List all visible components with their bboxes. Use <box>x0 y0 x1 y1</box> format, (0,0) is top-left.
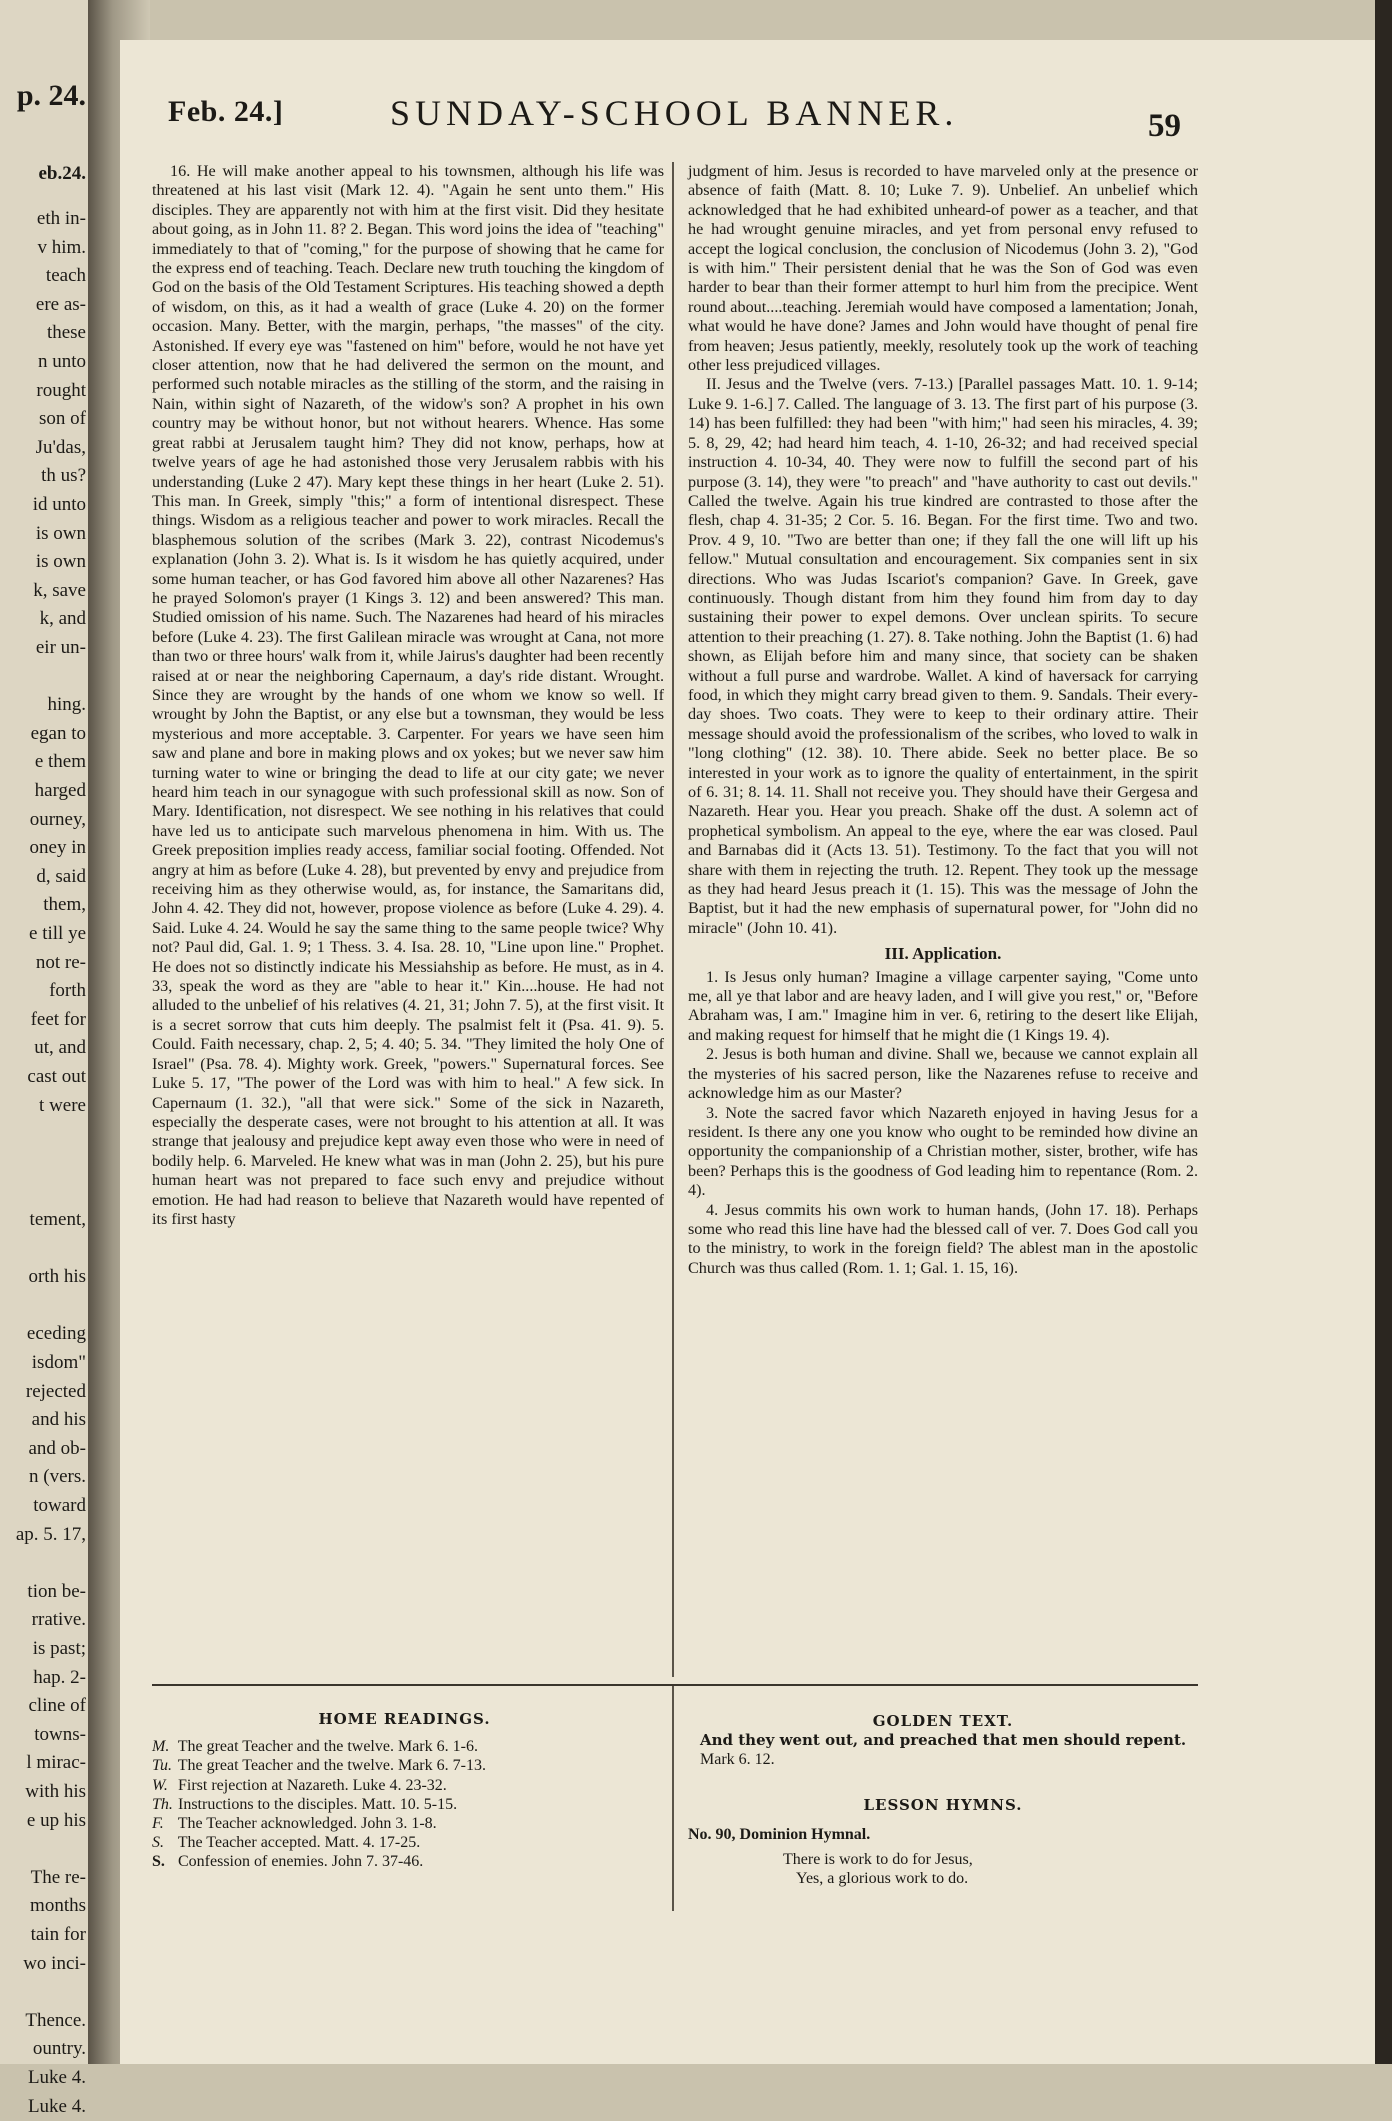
adjacent-page-line: th us? <box>41 465 86 487</box>
adjacent-page-line: them, <box>43 894 86 916</box>
commentary-paragraph-2: II. Jesus and the Twelve (vers. 7-13.) [Parallel passages Matt. 10. 1. 9-14; Luke 9. 1-6.] 7. Called. The language of 3. 13. The first part of his purpose (3. 14) has been fulfilled: they had been "with him;" had seen his miracles, 4. 39; 5. 8, 29, 42; had heard him teach, 4. 1-10, 26-32; and had received special instruction 4. 10-34, 40. They were now to fulfill the second part of his purpose (3. 14), they were "to preach" and "have authority to cast out devils." Called the twelve. Again his true kindred are contrasted to those after the flesh, chap 4. 31-35; 2 Cor. 5. 16. Began. For the first time. Two and two. Prov. 4 9, 10. "Two are better than one; if they fall the one will lift up his fellow." Mutual consultation and encouragement. Six companies sent in six directions. Who was Judas Iscariot's companion? Gave. In Greek, gave continuously. Though distant from him they found him from day to day sustaining their power to expel demons. Over unclean spirits. To secure attention to their preaching (1. 27). 8. Take nothing. John the Baptist (1. 6) had shown, as Elijah before him and many since, that society can be shaken without a full purse and wardrobe. Wallet. A kind of haversack for carrying food, in which they might carry bread given to them. 9. Sandals. Their every-day shoes. Two coats. They were to keep to their ordinary attire. Their message should avoid the professionalism of the scribes, who loved to walk in "long clothing" (12. 38). 10. There abide. Seek no better place. Be so interested in your work as to ignore the quality of entertainment, in the spirit of 6. 31; 8. 14. 11. Shall not receive you. They should have their Gergesa and Nazareth. Hear you. Hear you preach. Shake off the dust. A solemn act of prophetical symbolism. An appeal to the eye, where the ear was closed. Paul and Barnabas did it (Acts 13. 51). Testimony. To the fact that you will not share with them in rejecting the truth. 12. Repent. They took up the message as they had heard Jesus preach it (1. 15). This was the message of John the Baptist, but it had the new emphasis of supernatural power, for "John did no miracle" (John 10. 41). <box>688 375 1198 937</box>
adjacent-page-line: orth his <box>28 1266 86 1288</box>
adjacent-page-line: k, save <box>33 579 86 601</box>
header-title: SUNDAY-SCHOOL BANNER. <box>390 93 959 133</box>
golden-text-ref: Mark 6. 12. <box>700 1751 775 1769</box>
reading-row <box>152 1737 657 1756</box>
adjacent-page <box>0 0 92 2117</box>
adjacent-page-line: rrative. <box>31 1609 86 1631</box>
hymn-line: Yes, a glorious work to do. <box>796 1870 969 1888</box>
lower-column-divider <box>672 1686 674 1911</box>
lesson-hymns-title: LESSON HYMNS. <box>863 1795 1023 1814</box>
section-divider <box>152 1684 1198 1686</box>
adjacent-page-line: tion be- <box>27 1580 86 1602</box>
adjacent-page-line: Luke 4. <box>27 2067 86 2088</box>
adjacent-page-line: forth <box>49 980 86 1002</box>
reading-day: S. <box>152 1853 165 1871</box>
adjacent-page-line: t were <box>39 1094 86 1116</box>
right-column <box>688 162 1198 1278</box>
adjacent-page-line: eir un- <box>35 637 86 658</box>
adjacent-page-line: rought <box>36 379 86 401</box>
hymnal-source: No. 90, Dominion Hymnal. <box>688 1825 871 1843</box>
reading-row <box>152 1833 657 1852</box>
adjacent-page-line: eceding <box>26 1323 86 1345</box>
reading-text: Instructions to the disciples. Matt. 10. 5-15. <box>178 1795 458 1813</box>
header-date: Feb. 24.] <box>168 95 284 128</box>
adjacent-page-line: cline of <box>28 1695 86 1717</box>
adjacent-page-line: toward <box>33 1495 86 1516</box>
adjacent-page-line: and ob- <box>28 1437 86 1459</box>
reading-day: W. <box>152 1776 168 1794</box>
adjacent-page-line: harged <box>34 780 86 801</box>
reading-day: F. <box>152 1815 164 1833</box>
adjacent-page-line: isdom" <box>31 1352 86 1373</box>
adjacent-page-line: ourney, <box>29 808 86 830</box>
adjacent-page-line: towns- <box>34 1723 86 1745</box>
adjacent-page-line: these <box>46 322 86 344</box>
golden-text-body <box>700 1731 1198 1769</box>
adjacent-page-line: ere as- <box>35 293 86 315</box>
adjacent-page-line: d, said <box>36 865 86 887</box>
commentary-paragraph-1: judgment of him. Jesus is recorded to have marveled only at the presence or absence of faith (Matt. 8. 10; Luke 7. 9). Unbelief. An unbelief which acknowledged that he had exhibited unheard-of power as a teacher, and that he had wrought genuine miracles, and yet from personal envy refused to accept the logical conclusion, the conclusion of Nicodemus (John 3. 2), "God is with him." Their persistent denial that he was the Son of God was even harder to bear than their former attempt to hurl him from the precipice. Went round about....teaching. Jeremiah would have composed a lamentation; Jonah, what would he have done? James and John would have thought of penal fire from heaven; Jesus patiently, meekly, resolutely took up the work of teaching other less prejudiced villages. <box>688 162 1198 375</box>
application-item: 1. Is Jesus only human? Imagine a village carpenter saying, "Come unto me, all ye that labor and are heavy laden, and I will give you rest," or, "Before Abraham was, I am." Imagine him in ver. 6, retiring to the desert like Elijah, and making request for himself that he might die (1 Kings 19. 4). <box>688 967 1198 1044</box>
adjacent-page-line: feet for <box>30 1008 86 1030</box>
left-column <box>152 162 664 1229</box>
reading-row <box>152 1852 657 1871</box>
adjacent-page-line: tement, <box>29 1209 86 1230</box>
adjacent-page-line: hap. 2- <box>33 1666 86 1688</box>
adjacent-page-line: oney in <box>29 837 86 859</box>
reading-row <box>152 1776 657 1795</box>
adjacent-page-line: eth in- <box>36 208 86 229</box>
adjacent-page-line: egan to <box>30 722 86 744</box>
home-readings <box>152 1710 657 1872</box>
adjacent-page-line: n (vers. <box>29 1466 86 1488</box>
adjacent-page-line: Ju'das, <box>35 436 86 458</box>
reading-text: First rejection at Nazareth. Luke 4. 23-32. <box>178 1776 447 1794</box>
reading-row <box>152 1814 657 1833</box>
golden-text-verse: And they went out, and preached that men should repent. <box>700 1731 1187 1750</box>
adjacent-page-number: p. 24. <box>16 79 86 112</box>
adjacent-page-line: ap. 5. 17, <box>15 1523 86 1545</box>
adjacent-page-line: not re- <box>35 951 86 973</box>
adjacent-page-line: son of <box>39 408 86 430</box>
adjacent-page-line: and his <box>31 1409 86 1431</box>
adjacent-page-line: Luke 4. <box>27 2095 86 2117</box>
adjacent-page-line: v him. <box>37 236 86 258</box>
adjacent-page-line: is own <box>35 522 86 544</box>
page-number: 59 <box>1148 108 1181 144</box>
scan-edge <box>1375 0 1392 2064</box>
hymn-line: There is work to do for Jesus, <box>783 1851 973 1869</box>
reading-text: The great Teacher and the twelve. Mark 6. 7-13. <box>177 1757 486 1775</box>
application-item: 2. Jesus is both human and divine. Shall we, because we cannot explain all the mysteries of his sacred person, like the Nazarenes refuse to receive and acknowledge him as our Master? <box>688 1045 1198 1103</box>
adjacent-page-line: wo inci- <box>23 1952 86 1974</box>
adjacent-page-line: tain for <box>30 1924 86 1945</box>
adjacent-page-line: with his <box>25 1781 86 1802</box>
reading-text: Confession of enemies. John 7. 37-46. <box>178 1853 424 1871</box>
adjacent-page-line: e them <box>34 751 86 773</box>
adjacent-page-line: is own <box>35 551 86 573</box>
golden-text-box <box>688 1712 1198 1888</box>
adjacent-page-line: n unto <box>37 351 86 372</box>
adjacent-page-line: teach <box>45 265 86 287</box>
home-readings-title: HOME READINGS. <box>318 1710 491 1728</box>
adjacent-page-line: id unto <box>32 494 86 515</box>
adjacent-page-date: eb.24. <box>38 163 86 184</box>
application-item: 3. Note the sacred favor which Nazareth enjoyed in having Jesus for a resident. Is there any one you know who ought to be reminded how divine an opportunity the companionship of a Christian mother, sister, brother, wife has been? Perhaps this is the goodness of God leading him to repentance (Rom. 2. 4). <box>688 1103 1198 1200</box>
reading-day: Tu. <box>152 1757 173 1775</box>
adjacent-page-line: e till ye <box>29 923 86 944</box>
application-item: 4. Jesus commits his own work to human hands, (John 17. 18). Perhaps some who read this line have had the blessed call of ver. 7. Does God call you to the ministry, to work in the foreign field? The ablest man in the apostolic Church was thus called (Rom. 1. 1; Gal. 1. 15, 16). <box>688 1200 1198 1277</box>
adjacent-page-line: e up his <box>26 1809 86 1831</box>
adjacent-page-line: ountry. <box>32 2038 86 2060</box>
application-heading: III. Application. <box>884 944 1002 964</box>
reading-day: Th. <box>152 1795 173 1813</box>
reading-day: M. <box>152 1738 170 1756</box>
adjacent-page-line: The re- <box>30 1866 86 1888</box>
adjacent-page-line: ut, and <box>34 1037 86 1059</box>
adjacent-page-line: cast out <box>27 1066 86 1087</box>
column-divider <box>672 162 674 1677</box>
reading-row <box>152 1756 657 1775</box>
reading-row <box>152 1795 657 1814</box>
adjacent-page-line: rejected <box>25 1380 86 1402</box>
reading-text: The great Teacher and the twelve. Mark 6. 1-6. <box>177 1738 478 1756</box>
left-column-text: 16. He will make another appeal to his townsmen, although his life was threatened at his last visit (Mark 12. 4). "Again he sent unto them." His disciples. They are apparently not with him at the first visit. Did they hesitate about going, as in John 11. 8? 2. Began. This word joins the idea of "teaching" immediately to that of "coming," for the purpose of showing that he came for the express end of teaching. Teach. Declare new truth touching the kingdom of God on the basis of the Old Testament Scriptures. His teaching showed a depth of wisdom, on this, as it had a wealth of grace (Luke 4. 20) on the former occasion. Many. Better, with the margin, perhaps, "the masses" of the city. Astonished. If every eye was "fastened on him" before, would he not have yet closer attention, now that he had delivered the sermon on the mount, and performed such notable miracles as the stilling of the storm, and the raising in Nain, within sight of Nazareth, of the widow's son? A prophet in his own country may be without honor, but not without hearers. Whence. Has some great rabbi at Jerusalem taught him? They did not know, perhaps, how at twelve years of age he had astonished those very Jerusalem rabbis with his understanding (Luke 2 47). Mary kept these things in her heart (Luke 2. 51). This man. In Greek, simply "this;" a form of intentional disrespect. These things. Wisdom as a religious teacher and power to work miracles. Recall the blasphemous solution of the scribes (Mark 3. 22), contrast Nicodemus's explanation (John 3. 2). What is. Is it wisdom he has quietly acquired, under some human teacher, or has God favored him above all other Nazarenes? Has he prayed Solomon's prayer (1 Kings 3. 12) and been answered? This man. Studied omission of his name. Such. The Nazarenes had heard of his miracles before (Luke 4. 23). The first Galilean miracle was wrought at Cana, not more than two or three hours' walk from it, while Jairus's daughter had been recently raised at or near the neighboring Capernaum, a day's ride distant. Wrought. Since they are wrought by the hands of one whom we know so well. If wrought by John the Baptist, or any else but a townsman, they would be less mysterious and more acceptable. 3. Carpenter. For years we have seen him saw and plane and bore in making plows and ox yokes; but we never saw him turning water to wine or bringing the dead to life at our city gate; we never heard him teach in our synagogue with such professional skill as now. Son of Mary. Identification, not disrespect. We see nothing in his relatives that could have led us to anticipate such marvelous phenomena in him. With us. The Greek preposition implies ready access, familiar social footing. Offended. Not angry at him as before (Luke 4. 28), but prevented by envy and prejudice from receiving him as they otherwise would, as, for instance, the Samaritans did, John 4. 42. They did not, however, propose violence as before (Luke 4. 29). 4. Said. Luke 4. 24. Would he say the same thing to the same people twice? Why not? Paul did, Gal. 1. 9; 1 Thess. 3. 4. Isa. 28. 10, "Line upon line." Prophet. He does not so distinctly indicate his Messiahship as before. He must, as in 4. 33, speak the word as they are "able to hear it." Kin....house. He had not alluded to the unbelief of his relatives (4. 21, 31; John 7. 5), at the first visit. It is a secret sorrow that cuts him deeply. The psalmist felt it (Psa. 41. 9). 5. Could. Faith necessary, chap. 2, 5; 4. 40; 5. 34. "They limited the holy One of Israel" (Psa. 78. 4). Mighty work. Greek, "powers." Supernatural forces. See Luke 5. 17, "The power of the Lord was with him to heal." A few sick. In Capernaum (1. 32.), "all that were sick." Some of the sick in Nazareth, especially the desperate cases, were not brought to his attention at all. It was strange that jealousy and prejudice kept away even those who were in need of bodily help. 6. Marveled. He knew what was in man (John 2. 25), but his pure human heart was not prepared to face such envy and prejudice without emotion. He had had reason to believe that Nazareth would have repented of its first hasty <box>152 162 664 1228</box>
adjacent-page-line: Thence. <box>25 2009 86 2031</box>
adjacent-page-line: months <box>30 1895 86 1917</box>
adjacent-page-line: l mirac- <box>26 1752 86 1774</box>
reading-text: The Teacher acknowledged. John 3. 1-8. <box>177 1815 437 1833</box>
adjacent-page-line: k, and <box>39 608 86 630</box>
reading-day: S. <box>152 1834 164 1852</box>
adjacent-page-line: is past; <box>32 1638 86 1659</box>
reading-text: The Teacher accepted. Matt. 4. 17-25. <box>177 1834 421 1852</box>
adjacent-page-line: hing. <box>47 694 86 716</box>
golden-text-title: GOLDEN TEXT. <box>872 1712 1014 1730</box>
